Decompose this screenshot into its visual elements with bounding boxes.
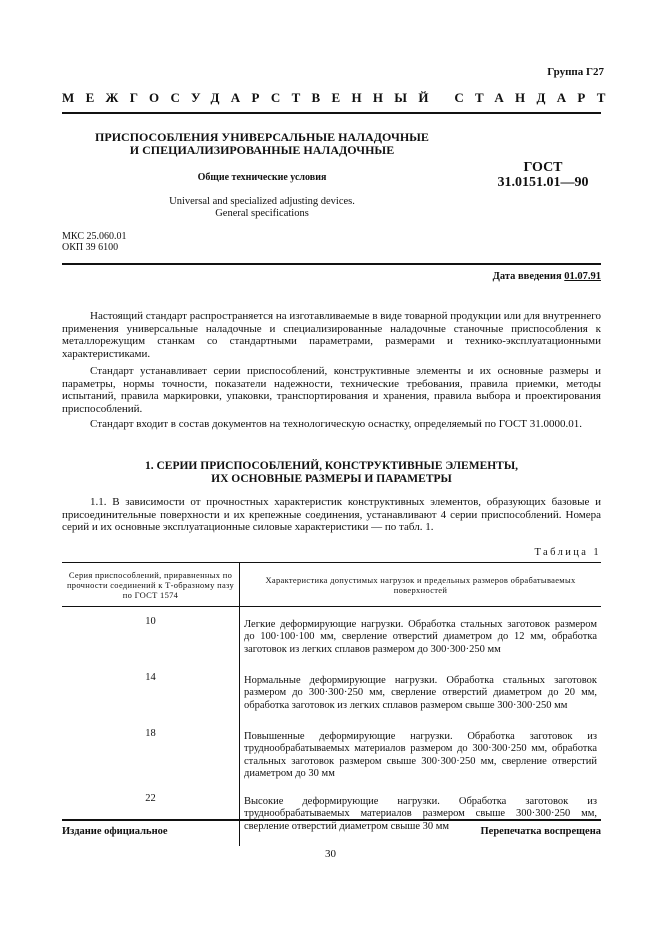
table-header-series: Серия приспособлений, приравненных по прочности соединений к Т-образному пазу по ГОСТ 1574	[62, 563, 240, 607]
table-cell-characteristics: Повышенные деформирующие нагрузки. Обработка заготовок из труднообрабатываемых материалов размером до 300·300·250 мм, обработка стальных заготовок размером свыше 300·300·250 мм, сверление отверстий диаметром до 30 мм	[244, 731, 597, 779]
table-cell-series: 14	[62, 663, 240, 719]
paragraph-reference: Стандарт входит в состав документов на технологическую оснастку, определяемый по ГОСТ 31.0000.01.	[90, 418, 583, 430]
document-subtitle: Общие технические условия	[197, 172, 327, 183]
english-title-line-1: Universal and specialized adjusting devices.	[169, 196, 355, 207]
reprint-prohibited-note: Перепечатка воспрещена	[480, 826, 601, 837]
footer-rule	[62, 819, 601, 821]
page-number: 30	[325, 848, 336, 860]
table-caption: Таблица 1	[534, 547, 601, 558]
table-header-characteristics: Характеристика допустимых нагрузок и предельных размеров обрабатываемых поверхностей	[240, 563, 602, 607]
section-1-heading-line-1: 1. СЕРИИ ПРИСПОСОБЛЕНИЙ, КОНСТРУКТИВНЫЕ ЭЛЕМЕНТЫ,	[144, 460, 519, 472]
title-block-rule	[62, 263, 601, 265]
classification-codes	[62, 231, 126, 253]
paragraph-contents: Стандарт устанавливает серии приспособлений, конструктивные элементы и их основные размеры и параметры, нормы точности, показатели надежности, технические требования, правила приемки, методы испытаний, правила маркировки, упаковки, транспортирования и хранения, правила выбора и проектирования приспособлений.	[62, 365, 601, 415]
document-title	[62, 131, 462, 157]
paragraph-scope: Настоящий стандарт распространяется на изготавливаемые в виде товарной продукции или для внутреннего применения универсальные наладочные и специализированные наладочные станочные приспособления к металлорежущим станкам со стандартными параметрами, размерами и технико-эксплуатационными характеристиками.	[62, 310, 601, 360]
english-title	[62, 196, 462, 220]
official-edition-note: Издание официальное	[62, 826, 168, 837]
gost-number: 31.0151.01—90	[497, 175, 589, 190]
table-row	[62, 719, 601, 784]
table-cell-series: 18	[62, 719, 240, 784]
introduction-date-value: 01.07.91	[564, 271, 601, 282]
table-row	[62, 607, 601, 664]
table-row	[62, 663, 601, 719]
introduction-date-label: Дата введения	[492, 271, 562, 282]
mks-code: МКС 25.060.01	[62, 231, 127, 242]
table-cell-characteristics: Высокие деформирующие нагрузки. Обработка заготовок из труднообрабатываемых материалов размером свыше 300·300·250 мм, сверление отверстий диаметром свыше 30 мм	[244, 796, 597, 832]
group-label: Группа Г27	[547, 66, 604, 78]
english-title-line-2: General specifications	[215, 208, 309, 219]
section-1-heading-line-2: ИХ ОСНОВНЫЕ РАЗМЕРЫ И ПАРАМЕТРЫ	[211, 472, 452, 485]
gost-number-block	[478, 160, 608, 190]
introduction-date	[493, 271, 601, 282]
standard-banner: МЕЖГОСУДАРСТВЕННЫЙ СТАНДАРТ	[62, 90, 617, 105]
table-cell-characteristics: Нормальные деформирующие нагрузки. Обработка стальных заготовок размером до 300·300·250 мм, сверление отверстий диаметром до 20 мм, обработка заготовок из легких сплавов размером свыше 300·300·250 мм	[244, 675, 597, 711]
table-cell-series: 10	[62, 607, 240, 664]
section-1-heading	[62, 460, 601, 485]
table-cell-characteristics: Легкие деформирующие нагрузки. Обработка стальных заготовок размером до 100·100·100 мм, сверление отверстий диаметром до 12 мм, обработка заготовок из легких сплавов размером до 300·300·250 мм	[244, 619, 597, 655]
header-rule	[62, 112, 601, 114]
gost-label: ГОСТ	[523, 160, 563, 175]
table-header-row	[62, 563, 601, 607]
okp-code: ОКП 39 6100	[62, 242, 119, 253]
table-cell-series: 22	[62, 784, 240, 846]
title-line-2: И СПЕЦИАЛИЗИРОВАННЫЕ НАЛАДОЧНЫЕ	[129, 143, 395, 157]
table-1	[62, 562, 601, 846]
title-line-1: ПРИСПОСОБЛЕНИЯ УНИВЕРСАЛЬНЫЕ НАЛАДОЧНЫЕ	[95, 130, 429, 144]
paragraph-1-1: 1.1. В зависимости от прочностных характеристик конструктивных элементов, образующих базовые и присоединительные поверхности и их крепежные соединения, устанавливают 4 серии приспособлений. Номера серий и их основные эксплуатационные силовые характеристики — по табл. 1.	[62, 496, 601, 534]
